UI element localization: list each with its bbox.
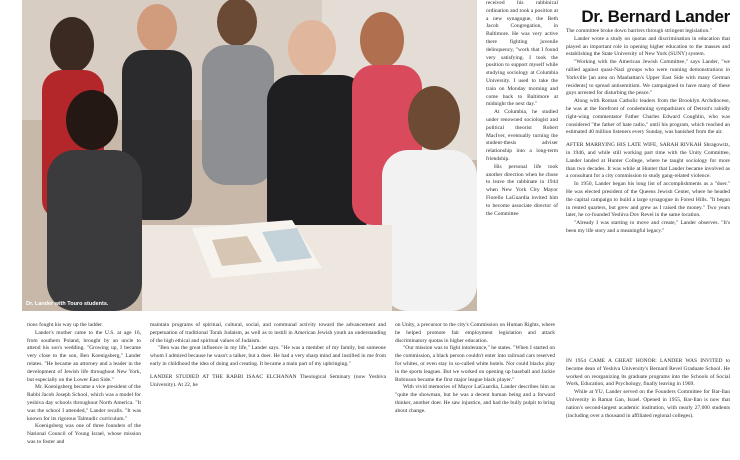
bottom-column-1 (27, 322, 141, 447)
paragraph: "Our mission was to fight intolerance," he states. "When I started on the commission, a black person couldn't enter into railroad cars reserved for whites, or even stay in so-called white hotels. Nor could blacks play in the sports leagues. But we worked on opening up baseball and Jackie Robinson became the first major league black player." (395, 345, 555, 383)
side-column (486, 0, 558, 218)
paragraph: His personal life took another direction when he chose to leave the rabbinate in 1944 when New York City Mayor Fiorello LaGuardia invited him to become associate director of the Committee (486, 163, 558, 217)
paragraph: "Working with the American Jewish Committee," says Lander, "we rallied against quasi-Nazi groups who were running demonstrations in Yorkville [an area on Manhattan's Upper East Side with many German residents] to spread antisemitism. We campaigned to have many of these guys arrested for disturbing the peace." (566, 59, 730, 97)
section-lead-paragraph: LANDER STUDIED AT THE RABBI ISAAC ELCHANAN Theological Seminary (now Yeshiva University). At 22, he (150, 373, 386, 388)
section-lead-paragraph: AFTER MARRYING HIS LATE WIFE, SARAH RIVKAH Shragowitz, in 1946, and while still working part time with the Unity Committee, Lander landed at Hunter College, where he taught sociology for more than two decades. It was while at Hunter that Lander became involved as a consultant for a city commission to study gang-related violence. (566, 142, 730, 180)
paragraph: received his rabbinical ordination and took a position at a new synagogue, the Beth Jacob Congregation, in Baltimore. He was very active there fighting juvenile delinquency, "work that I found very satisfying. I took the position to support myself while studying sociology at Columbia University. I used to take the train on Monday morning and come back to Baltimore at midnight the next day." (486, 0, 558, 108)
paragraph: Mr. Koenigsberg became a vice president of the Rabbi Jacob Joseph School, which was a model for yeshiva day schools throughout North America. "It was the school I attended," Lander recalls. "It was known for its rigorous Talmudic curriculum." (27, 384, 141, 422)
paragraph: At Columbia, he studied under renowned sociologist and political theorist Robert MacIver, eventually turning the student-thesis adviser relationship into a long-term friendship. (486, 109, 558, 162)
page-title: Dr. Bernard Lander (581, 7, 730, 26)
paragraph: Lander wrote a study on quotas and discrimination in education that played an important role in opening higher education to the masses and establishing the State University of New York (SUNY) system. (566, 35, 730, 58)
paragraph: With vivid memories of Mayor LaGuardia, Lander describes him as "quite the showman, but he was a decent human being and a forward thinker, another doer. He saw injustice, and had the bully pulpit to bring about change. (395, 384, 555, 414)
bottom-column-3 (395, 322, 555, 416)
students-photo-illustration (22, 0, 477, 311)
paragraph: Along with Roman Catholic leaders from the Brooklyn Archdiocese, he was at the forefront of condemning sympathizers of Detroit's rabidly right-wing commentator Father Charles Edward Coughlin, who was considered "the father of hate radio," until his program, which reached an estimated 40 million listeners every Sunday, was banished from the air. (566, 98, 730, 136)
paragraph: on Unity, a precursor to the city's Commission on Human Rights, where he helped promote fair employment legislation and attack discriminatory quotas in higher education. (395, 322, 555, 344)
paragraph: In 1950, Lander began his long list of accomplishments as a "doer." He was elected president of the Queens Jewish Center, where he headed the capital campaign to build a large synagogue in Forest Hills. "It began in rented quarters, but grew and grew as I raised the money." Two years later, he co-founded Yeshiva Dov Revel in the same location. (566, 181, 730, 219)
paragraph: While at YU, Lander served on the Founders Committee for Bar-Ilan University in Ramat Gan, Israel. Opened in 1955, Bar-Ilan is now that nation's second-largest academic institution, with nearly 27,000 students (including over a thousand in affiliated regional colleges). (566, 389, 730, 419)
paragraph: tions fought his way up the ladder. (27, 322, 103, 328)
feature-photo (22, 0, 477, 311)
bottom-column-4 (566, 358, 730, 420)
photo-caption: Dr. Lander with Touro students. (26, 301, 109, 307)
paragraph: maintain programs of spiritual, cultural, social, and communal activity toward the advancement and perpetuation of traditional Torah Judaism, as well as to instill in American Jewish youth an understanding of the high ethical and spiritual values of Judaism. (150, 322, 386, 344)
right-column (566, 28, 730, 236)
paragraph: The committee broke down barriers through stringent legislation." (566, 28, 712, 34)
paragraph: Lander's mother came to the U.S. at age 16, from southern Poland, brought by an uncle to attend his son's wedding. "Growing up, I became very close to the son, Ben Koenigsberg," Lander relates. "He became an attorney and a leader in the development of Jewish life throughout New York, but especially on the Lower East Side." (27, 329, 141, 383)
paragraph: Koenigsberg was one of three founders of the National Council of Young Israel, whose mission was to foster and (27, 423, 141, 445)
paragraph: "Ben was the great influence in my life," Lander says. "He was a member of my family, but someone whom I admired because he wasn't a talker, but a doer. He had a very sharp mind and instilled in me from early in childhood the idea of doing and creating. It became a main part of my upbringing." (150, 345, 386, 367)
section-lead-paragraph: IN 1954 CAME A GREAT HONOR: LANDER WAS INVITED to become dean of Yeshiva University's Bernard Revel Graduate School. He worked on reorganizing its graduate programs into the Schools of Social Work, Education, and Psychology, finally leaving in 1969. (566, 358, 730, 388)
paragraph: "Already I was starting to move and create," Lander observes. "It's been my life story and a meaningful legacy." (566, 220, 730, 234)
bottom-column-2 (150, 322, 386, 389)
